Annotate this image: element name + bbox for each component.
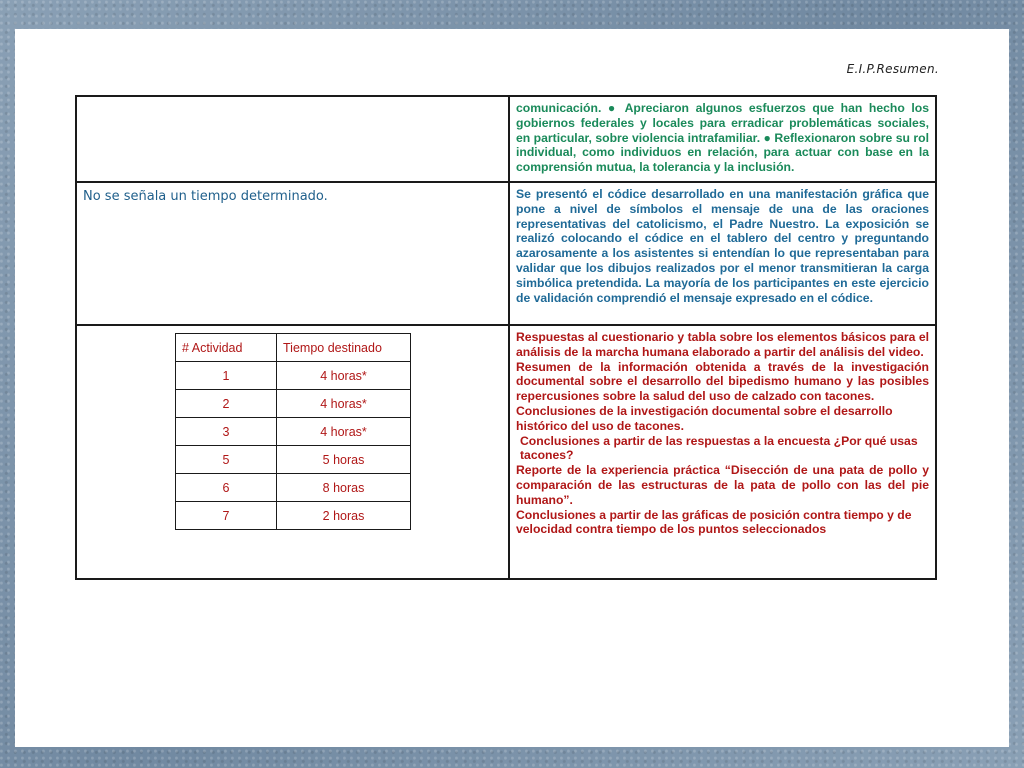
activity-header-row [176,334,411,362]
activity-row [176,446,411,474]
header-label: E.I.P.Resumen. [846,62,939,76]
summary-table [75,95,937,580]
evidence-item: Conclusiones a partir de las gráficas de posición contra tiempo y de velocidad contra tiempo de los puntos seleccionados [516,507,912,537]
table-row [76,182,936,325]
evidence-item: Reporte de la experiencia práctica “Disección de una pata de pollo y comparación de las estructuras de la pata de pollo con las del pie humano”. [516,463,929,507]
evidence-item: Resumen de la información obtenida a través de la investigación documental sobre el desarrollo del bipedismo humano y las posibles repercusiones sobre la salud del uso de calzado con tacones. [516,359,929,404]
activity-number: 1 [176,362,277,390]
row1-right-text: comunicación. ● Apreciaron algunos esfuerzos que han hecho los gobiernos federales y locales para erradicar problemáticas sociales, en particular, sobre violencia intrafamiliar. ● Reflexionaron sobre su rol individual, como individuos en relación, para actuar con base en la comprensión mutua, la tolerancia y la inclusión. [516,101,929,175]
activity-table-wrap [77,326,508,578]
activity-time: 4 horas* [277,418,411,446]
evidence-item: Conclusiones a partir de las respuestas a la encuesta ¿Por qué usas tacones? [520,433,918,463]
activity-time: 8 horas [277,474,411,502]
activity-row [176,502,411,530]
row3-left-cell [76,325,509,579]
activity-time: 2 horas [277,502,411,530]
activity-row [176,418,411,446]
slide-page [15,29,1009,747]
activity-header-number: # Actividad [176,334,277,362]
activity-number: 2 [176,390,277,418]
row2-left-text: No se señala un tiempo determinado. [83,189,328,204]
evidence-item: Respuestas al cuestionario y tabla sobre los elementos básicos para el análisis de la marcha humana elaborado a partir del análisis del video. [516,330,929,359]
activity-number: 3 [176,418,277,446]
activity-row [176,390,411,418]
activity-number: 6 [176,474,277,502]
activity-time: 4 horas* [277,390,411,418]
row1-right-cell [509,96,936,182]
activity-time: 5 horas [277,446,411,474]
row3-right-cell [509,325,936,579]
activity-table [175,333,411,530]
activity-time: 4 horas* [277,362,411,390]
activity-number: 5 [176,446,277,474]
activity-number: 7 [176,502,277,530]
evidence-item: Conclusiones de la investigación documental sobre el desarrollo histórico del uso de tacones. [516,403,893,433]
row1-left-cell [76,96,509,182]
row2-left-cell [76,182,509,325]
table-row [76,96,936,182]
activity-header-time: Tiempo destinado [277,334,411,362]
activity-row [176,474,411,502]
table-row [76,325,936,579]
row2-right-cell [509,182,936,325]
activity-row [176,362,411,390]
row2-right-text: Se presentó el códice desarrollado en una manifestación gráfica que pone a nivel de símbolos el mensaje de una de las oraciones representativas del catolicismo, el Padre Nuestro. La exposición se realizó colocando el códice en el tablero del centro y preguntando azarosamente a los asistentes si entendían lo que representaban para validar que los dibujos realizados por el menor transmitieran la carga simbólica pretendida. La mayoría de los participantes en este ejercicio de validación comprendió el mensaje expresado en el códice. [516,187,929,305]
row3-right-list [510,326,935,540]
